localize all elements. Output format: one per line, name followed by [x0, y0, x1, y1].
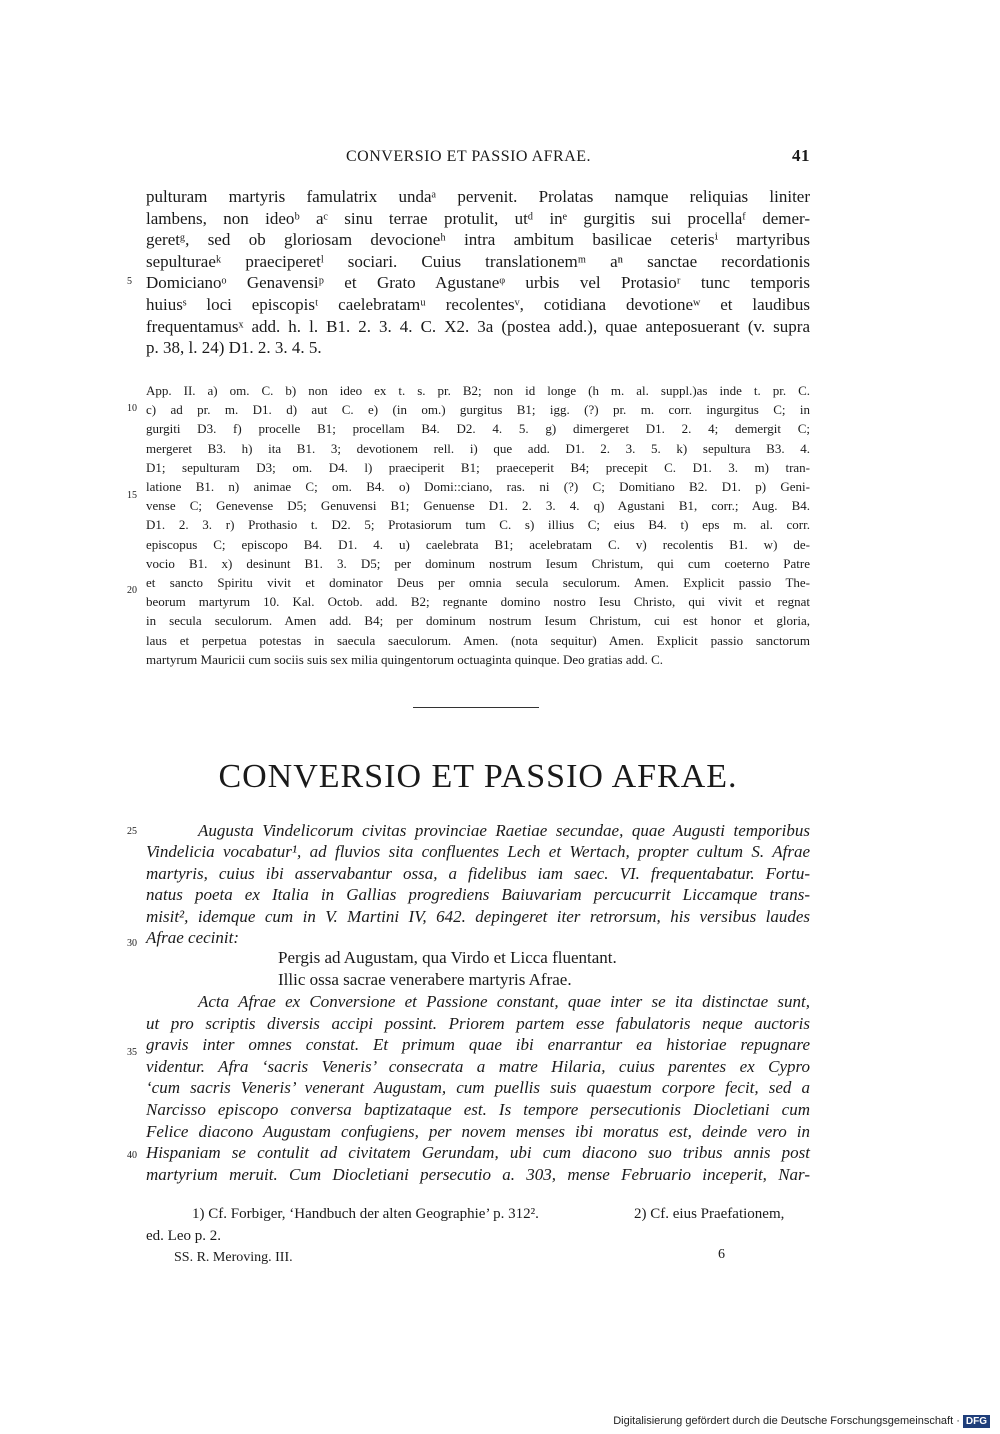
apparatus-line: in secula seculorum. Amen add. B4; per dominum nostrum Iesum Christum, cui est honor et gloria, — [146, 613, 810, 629]
text-line: Felice diacono Augustam confugiens, per novem menses ibi moratus est, deinde vero in — [146, 1121, 810, 1141]
text-line: gravis inter omnes constat. Et primum quae ibi enarrantur ea historiae repugnare — [146, 1035, 810, 1055]
text-line: Domicianoᵒ Genavensiᵖ et Grato Agustaneᵠ urbis vel Protasioʳ tunc temporis — [146, 273, 810, 293]
text-line: Hispaniam se contulit ad civitatem Gerundam, ubi cum diacono suo tribus annis post — [146, 1143, 810, 1163]
apparatus-line: App. II. a) om. C. b) non ideo ex t. s. pr. B2; non id longe (h m. al. suppl.)as inde t. pr. C. — [146, 383, 810, 398]
apparatus-line: martyrum Mauricii cum sociis suis sex milia quingentorum octuaginta quinque. Deo gratias add. C. — [146, 651, 664, 667]
text-line: martyrium meruit. Cum Diocletiani persecutio a. 303, mense Februario inceperit, Nar- — [146, 1164, 810, 1184]
text-line: videntur. Afra ‘sacris Veneris’ consecrata a matre Hilaria, cuius parentes ex Cypro — [146, 1056, 810, 1076]
text-line: ‘cum sacris Veneris’ venerant Augustam, cum puellis suis quaestum corpore fecit, sed a — [146, 1078, 810, 1098]
apparatus-line: beorum martyrum 10. Kal. Octob. add. B2; regnante domino nostro Iesu Christo, qui vivit et regnat — [146, 594, 810, 610]
apparatus-line: D1; sepulturam D3; om. D4. l) praeciperit B1; praeceperit B4; precepit C. D1. 3. m) tran- — [146, 459, 810, 475]
text-line: pulturam martyris famulatrix undaᵃ pervenit. Prolatas namque reliquias liniter — [146, 187, 810, 206]
text-line: misit², idemque cum in V. Martini IV, 642. depingeret iter retrorsum, his versibus laudes — [146, 906, 810, 926]
text-line: sepulturaeᵏ praeciperetˡ sociari. Cuius translationemᵐ aⁿ sanctae recordationis — [146, 251, 810, 271]
signature-mark: 6 — [718, 1247, 725, 1262]
critical-apparatus — [146, 381, 810, 669]
text-line: huiusˢ loci episcopisᵗ caelebratamᵘ recolentesᵛ, cotidiana devotioneʷ et laudibus — [146, 294, 810, 314]
acta-text — [146, 991, 810, 1185]
apparatus-line: gurgiti D3. f) procelle B1; procellam B4. D2. 4. 5. g) dimergeret D1. 2. 4; demergit C; — [146, 421, 810, 437]
text-line: p. 38, l. 24) D1. 2. 3. 4. 5. — [146, 338, 322, 358]
apparatus-line: episcopus C; episcopo B4. D1. 4. u) caelebrata B1; acelebratam C. v) recolentis B1. w) de- — [146, 536, 810, 552]
apparatus-line: c) ad pr. m. D1. d) aut C. e) (in om.) gurgitus B1; igg. (?) pr. m. corr. ingurgitus C; in — [146, 402, 810, 418]
apparatus-line: D1. 2. 3. r) Prothasio t. D2. 5; Protasiorum tum C. s) illius C; eius B4. t) eps m. al. corr. — [146, 517, 810, 533]
verse-line: Illic ossa sacrae venerabere martyris Afrae. — [278, 970, 572, 989]
text-line: lambens, non ideoᵇ aᶜ sinu terrae protulit, utᵈ inᵉ gurgitis sui procellaᶠ demer- — [146, 208, 810, 228]
text-line: martyris, cuius ibi asservabantur ossa, a fidelibus iam saec. VI. frequentabatur. Fortu- — [146, 863, 810, 883]
line-number: 5 — [127, 276, 132, 287]
line-number: 35 — [127, 1047, 137, 1058]
intro-text — [146, 820, 810, 948]
footnote-1-continued: ed. Leo p. 2. — [146, 1228, 221, 1244]
text-line: Narcisso episcopo conversa baptizataque est. Is tempore persecutionis Diocletiani cum — [146, 1099, 810, 1119]
verse-line: Pergis ad Augustam, qua Virdo et Licca fluentant. — [278, 948, 617, 967]
series-title: SS. R. Meroving. III. — [174, 1250, 293, 1265]
apparatus-line: vense C; Genevense D5; Genuvensi B1; Genuense D1. 2. 3. 4. q) Agustani B1, corr.; Aug. B4. — [146, 498, 810, 514]
text-line: geretᵍ, sed ob gloriosam devocioneʰ intra ambitum basilicae ceterisⁱ martyribus — [146, 230, 810, 250]
footnotes — [146, 1203, 810, 1247]
page-number: 41 — [792, 146, 810, 165]
text-line: Vindelicia vocabatur¹, ad fluvios sita confluentes Lech et Wertach, propter cultum S. Afrae — [146, 842, 810, 862]
text-line: frequentamusˣ add. h. l. B1. 2. 3. 4. C. X2. 3a (postea add.), quae anteposuerant (v. supra — [146, 316, 810, 336]
line-number: 10 — [127, 403, 137, 414]
apparatus-line: vocio B1. x) desinunt B1. 3. D5; per dominum nostrum Iesum Christum, qui cum coeterno Patre — [146, 555, 810, 571]
text-line: Acta Afrae ex Conversione et Passione constant, quae inter se ita distinctae sunt, — [198, 992, 810, 1011]
credit-text: Digitalisierung gefördert durch die Deutsche Forschungsgemeinschaft · — [613, 1415, 960, 1427]
running-head-title: CONVERSIO ET PASSIO AFRAE. — [346, 148, 592, 165]
digitization-credit — [613, 1415, 990, 1428]
line-number: 30 — [127, 938, 137, 949]
dfg-logo: DFG — [963, 1415, 990, 1428]
line-number: 25 — [127, 826, 137, 837]
footnote-2: 2) Cf. eius Praefationem, — [634, 1206, 785, 1222]
text-line: Afrae cecinit: — [146, 928, 239, 948]
line-number: 15 — [127, 490, 137, 501]
text-line: natus poeta ex Italia in Gallias progrediens Baiuvariam percucurrit Liccamque trans- — [146, 885, 810, 905]
section-divider — [413, 707, 539, 708]
line-number: 40 — [127, 1150, 137, 1161]
section-title: CONVERSIO ET PASSIO AFRAE. — [218, 758, 738, 795]
apparatus-line: laus et perpetua potestas in saecula saeculorum. Amen. (nota sequitur) Amen. Explicit passio sanctorum — [146, 632, 810, 648]
line-number: 20 — [127, 585, 137, 596]
apparatus-line: latione B1. n) animae C; om. B4. o) Domi::ciano, ras. ni (?) C; Domitiano B2. D1. p) Geni- — [146, 479, 810, 495]
footnote-1: 1) Cf. Forbiger, ‘Handbuch der alten Geographie’ p. 312². — [192, 1206, 539, 1222]
apparatus-line: et sancto Spiritu vivit et dominator Deus per omnia secula seculorum. Amen. Explicit passio The- — [146, 575, 810, 591]
text-line: Augusta Vindelicorum civitas provinciae Raetiae secundae, quae Augusti temporibus — [198, 821, 810, 840]
main-text — [146, 186, 810, 359]
apparatus-line: mergeret B3. h) ita B1. 3; devotionem rell. i) que add. D1. 2. 3. 5. k) sepultura B3. 4. — [146, 440, 810, 456]
text-line: ut pro scriptis diversis accipi possint. Priorem partem esse fabulatoris neque auctoris — [146, 1013, 810, 1033]
